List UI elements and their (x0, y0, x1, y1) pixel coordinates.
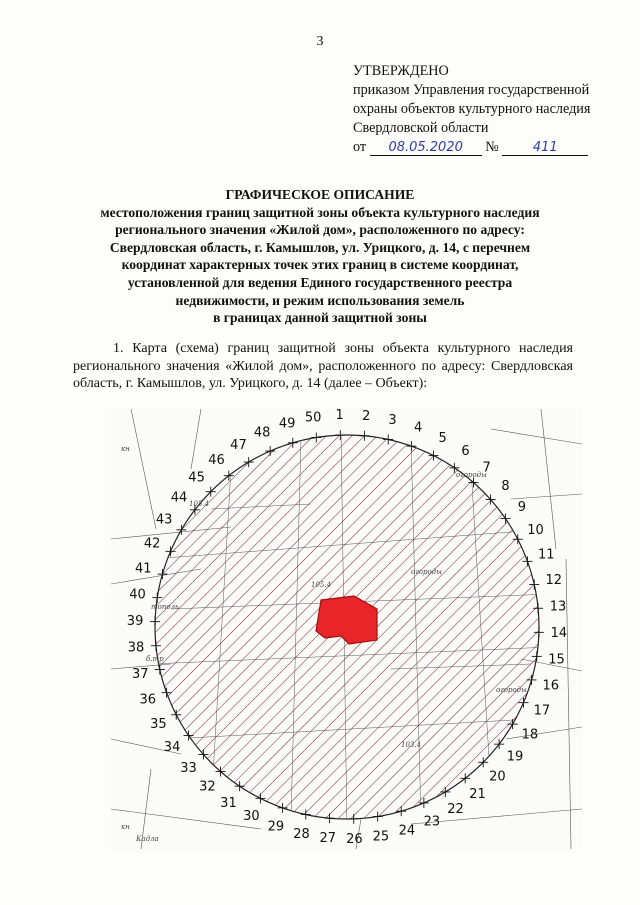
point-label: 28 (293, 827, 310, 843)
point-label: 46 (208, 452, 225, 468)
point-label: 32 (199, 779, 216, 795)
point-label: 11 (537, 547, 555, 563)
point-label: 15 (548, 652, 565, 668)
approval-status: УТВЕРЖДЕНО (353, 63, 449, 79)
title-line: местоположения границ защитной зоны объекта культурного наследия (100, 204, 540, 220)
point-label: 7 (482, 460, 491, 476)
point-label: 44 (170, 490, 188, 506)
point-label: 49 (278, 416, 296, 432)
document-title (60, 186, 580, 327)
point-label: 17 (533, 703, 551, 719)
approval-date-line (353, 138, 590, 157)
number-prefix: № (485, 139, 499, 155)
point-label: 48 (253, 425, 271, 441)
point-label: 45 (188, 470, 205, 486)
point-label: 4 (413, 420, 423, 436)
approval-line: Свердловской области (353, 120, 489, 136)
point-label: 8 (501, 479, 510, 495)
title-line: регионального значения «Жилой дом», расположенного по адресу: (115, 222, 525, 238)
map-note: огороды (411, 568, 442, 576)
title-line: недвижимости, и режим использования земель (175, 292, 465, 308)
title-line: координат характерных точек этих границ в системе координат, (121, 257, 519, 273)
point-label: 29 (267, 819, 285, 835)
point-label: 21 (469, 787, 486, 803)
point-label: 43 (155, 512, 173, 528)
point-label: 14 (550, 625, 568, 641)
number-value: 411 (502, 140, 588, 156)
point-label: 35 (150, 716, 167, 732)
point-label: 34 (163, 739, 181, 755)
point-label: 20 (489, 769, 506, 785)
title-line: ГРАФИЧЕСКОЕ ОПИСАНИЕ (225, 187, 415, 202)
approval-stamp (353, 62, 590, 157)
page-number: 3 (316, 34, 324, 49)
title-line: в границах данной защитной зоны (213, 310, 427, 326)
point-label: 38 (127, 640, 145, 656)
point-label: 9 (517, 500, 527, 516)
zone-map (111, 409, 582, 849)
map-note: б.тр (146, 655, 164, 663)
point-label: 5 (438, 430, 447, 446)
point-label: 37 (131, 666, 149, 682)
map-note: Кадла (136, 835, 159, 843)
map-note: кн (121, 445, 130, 453)
point-label: 27 (319, 831, 337, 847)
map-note: тополь (151, 603, 179, 611)
approval-line: охраны объектов культурного наследия (353, 101, 591, 117)
date-value: 08.05.2020 (370, 140, 482, 156)
point-label: 30 (243, 809, 260, 825)
point-label: 41 (134, 561, 152, 577)
point-label: 25 (372, 829, 390, 845)
zone-map-svg (111, 409, 582, 849)
section-text: 1. Карта (схема) границ защитной зоны объекта культурного наследия регионального значения «Жилой дом», расположенного по адресу: Свердловская область, г. Камышлов, ул. Урицкого, д. 14 (далее – Объект): (73, 341, 573, 391)
title-line: Свердловская область, г. Камышлов, ул. Урицкого, д. 14, с перечнем (109, 239, 531, 255)
point-label: 40 (129, 587, 146, 603)
map-note: 105.4 (189, 500, 210, 508)
map-note: огороды (496, 686, 527, 694)
approval-line: приказом Управления государственной (353, 82, 590, 98)
point-label: 39 (126, 614, 144, 630)
point-label: 22 (447, 802, 464, 818)
map-note: 105.4 (311, 581, 332, 589)
date-prefix: от (353, 139, 367, 155)
section-paragraph (73, 340, 573, 393)
point-label: 24 (398, 823, 416, 839)
point-label: 3 (388, 412, 397, 428)
point-label: 47 (230, 437, 247, 453)
point-label: 23 (423, 814, 441, 830)
heritage-object (316, 596, 377, 644)
point-label: 19 (506, 749, 524, 765)
map-note: огороды (456, 471, 487, 479)
point-label: 18 (521, 727, 539, 743)
point-label: 13 (549, 599, 567, 615)
title-line: установленной для ведения Единого государственного реестра (127, 274, 513, 290)
point-label: 6 (461, 444, 470, 460)
point-label: 12 (545, 573, 563, 589)
point-label: 1 (335, 409, 344, 424)
point-label: 31 (220, 795, 237, 811)
point-label: 42 (143, 536, 161, 552)
point-label: 26 (346, 831, 363, 847)
point-label: 2 (362, 409, 371, 424)
map-note: 103.4 (401, 741, 422, 749)
point-label: 10 (527, 523, 544, 539)
point-label: 16 (542, 678, 560, 694)
point-label: 50 (304, 410, 322, 426)
map-note: кн (121, 823, 130, 831)
point-label: 33 (180, 760, 197, 776)
point-label: 36 (139, 692, 157, 708)
